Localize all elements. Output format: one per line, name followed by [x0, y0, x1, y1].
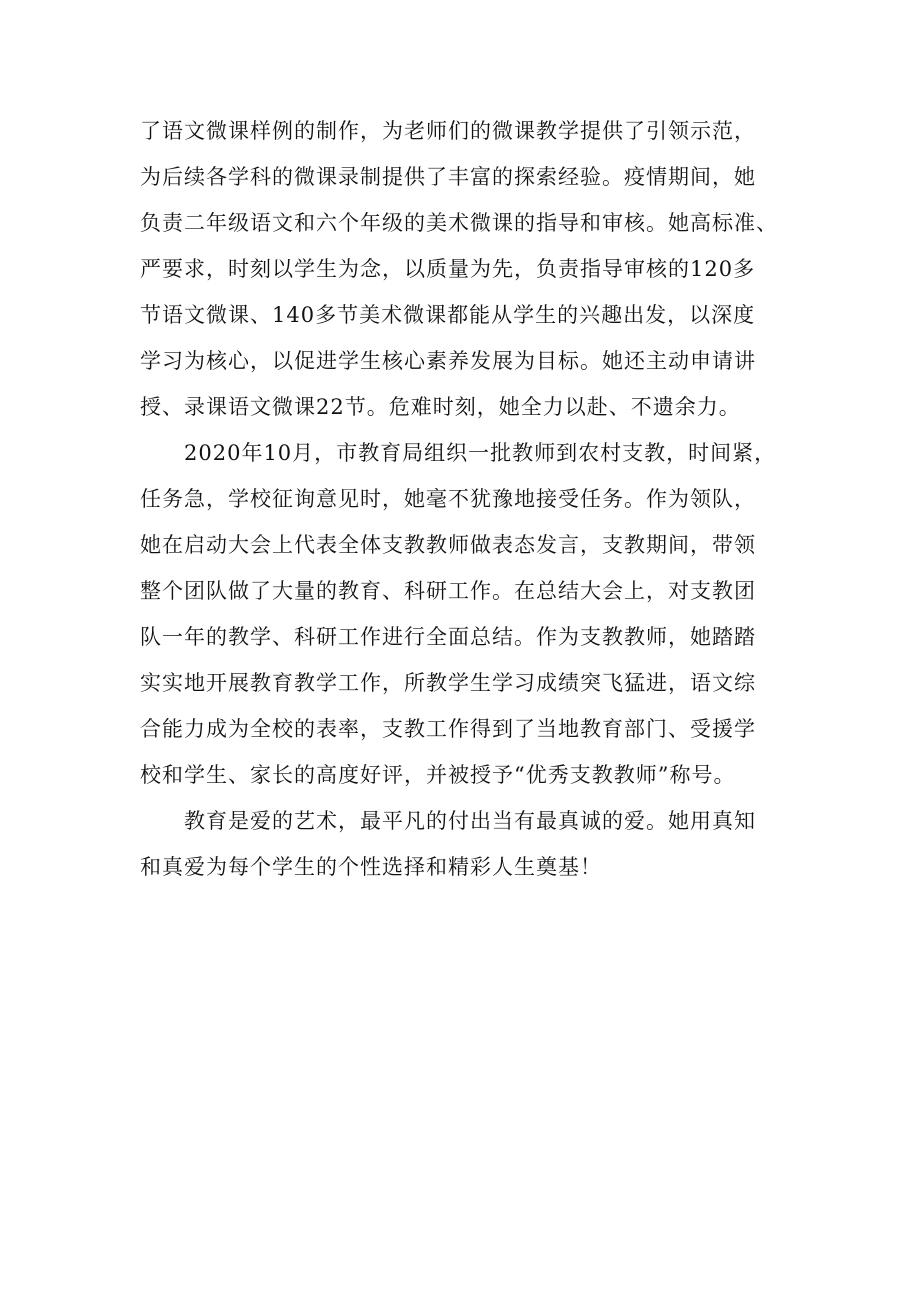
text-line: 实实地开展教育教学工作，所教学生学习成绩突飞猛进，语文综 [140, 671, 756, 695]
text-line: 学习为核心，以促进学生核心素养发展为目标。她还主动申请讲 [140, 349, 756, 373]
body-text [140, 108, 830, 890]
text-line: 节语文微课、140多节美术微课都能从学生的兴趣出发，以深度 [140, 303, 756, 327]
text-line: 了语文微课样例的制作，为老师们的微课教学提供了引领示范， [140, 119, 756, 143]
text-line: 队一年的教学、科研工作进行全面总结。作为支教教师，她踏踏 [140, 625, 756, 649]
text-line: 负责二年级语文和六个年级的美术微课的指导和审核。她高标准、 [140, 211, 778, 235]
text-line: 校和学生、家长的高度好评，并被授予“优秀支教教师”称号。 [140, 763, 736, 787]
text-line: 为后续各学科的微课录制提供了丰富的探索经验。疫情期间，她 [140, 165, 756, 189]
text-line: 严要求，时刻以学生为念，以质量为先，负责指导审核的120多 [140, 257, 756, 281]
text-line: 整个团队做了大量的教育、科研工作。在总结大会上，对支教团 [140, 579, 756, 603]
paragraph-start-line: 教育是爱的艺术，最平凡的付出当有最真诚的爱。她用真知 [184, 809, 756, 833]
text-line: 任务急，学校征询意见时，她毫不犹豫地接受任务。作为领队， [140, 487, 756, 511]
text-line: 她在启动大会上代表全体支教教师做表态发言，支教期间，带领 [140, 533, 756, 557]
paragraph-start-line: 2020年10月，市教育局组织一批教师到农村支教，时间紧， [184, 441, 777, 465]
text-line: 和真爱为每个学生的个性选择和精彩人生奠基！ [140, 855, 602, 879]
text-line: 合能力成为全校的表率，支教工作得到了当地教育部门、受援学 [140, 717, 756, 741]
text-line: 授、录课语文微课22节。危难时刻，她全力以赴、不遗余力。 [140, 395, 741, 419]
